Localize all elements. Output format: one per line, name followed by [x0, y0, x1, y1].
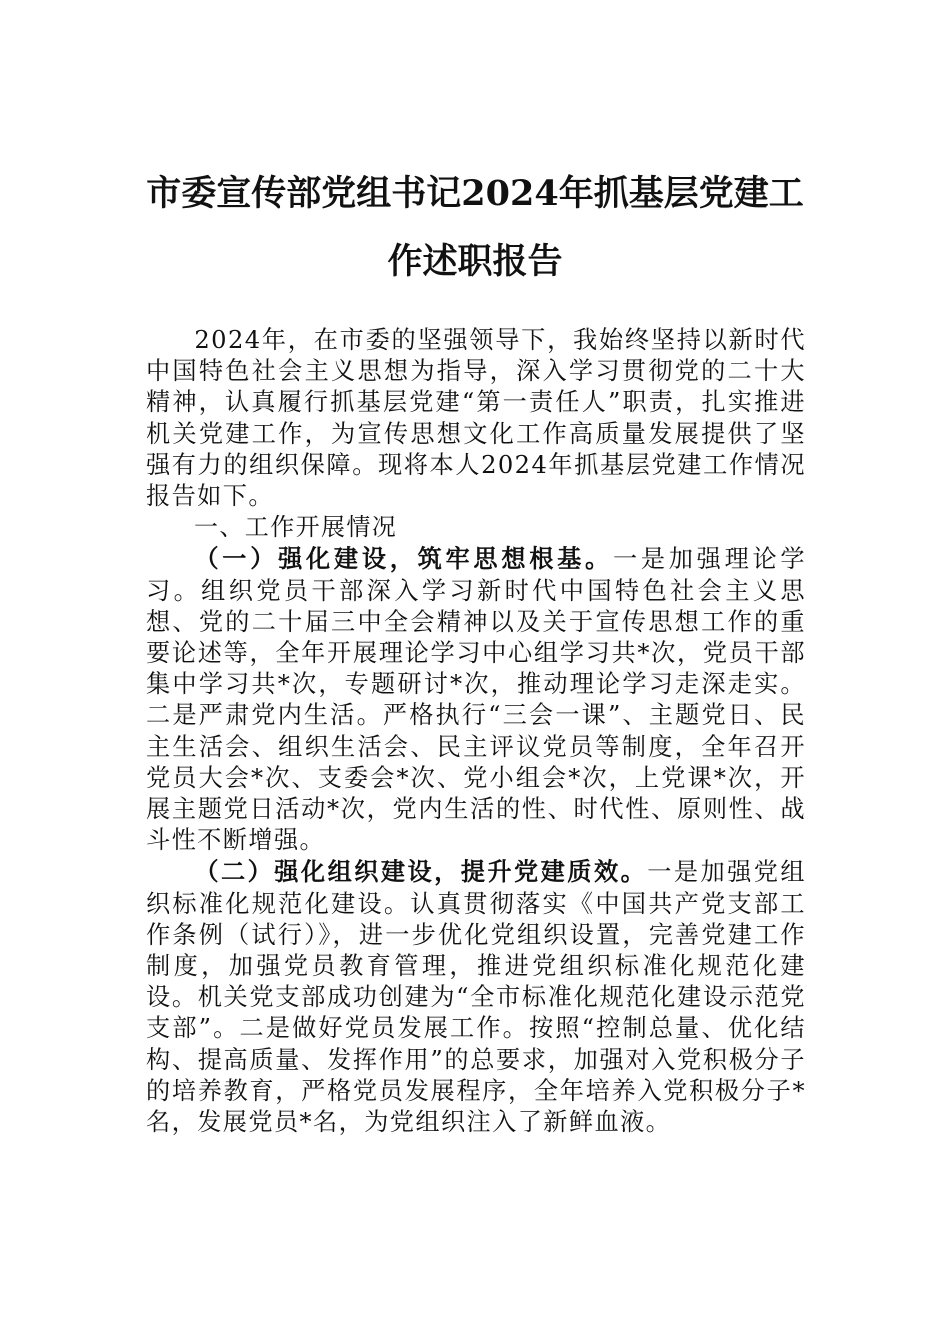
subsection-1-title: （一）强化建设，筑牢思想根基。 [194, 544, 613, 574]
subsection-2-paragraph [146, 856, 806, 1138]
subsection-1-paragraph [146, 543, 806, 856]
title-line-2: 作述职报告 [387, 241, 563, 282]
document-body [146, 325, 806, 1138]
subsection-1-body: 一是加强理论学习。组织党员干部深入学习新时代中国特色社会主义思想、党的二十届三中全会精神以及关于宣传思想工作的重要论述等，全年开展理论学习中心组学习共*次，党员干部集中学习共*次，专题研讨*次，推动理论学习走深走实。二是严肃党内生活。严格执行“三会一课”、主题党日、民主生活会、组织生活会、民主评议党员等制度，全年召开党员大会*次、支委会*次、党小组会*次，上党课*次，开展主题党日活动*次，党内生活的性、时代性、原则性、战斗性不断增强。 [146, 545, 806, 855]
section-heading: 一、工作开展情况 [194, 513, 398, 542]
document-title [130, 160, 820, 296]
subsection-2-title: （二）强化组织建设，提升党建质效。 [194, 857, 648, 887]
subsection-2-body: 一是加强党组织标准化规范化建设。认真贯彻落实《中国共产党支部工作条例（试行）》，进一步优化党组织设置，完善党建工作制度，加强党员教育管理，推进党组织标准化规范化建设。机关党支部成功创建为“全市标准化规范化建设示范党支部”。二是做好党员发展工作。按照“控制总量、优化结构、提高质量、发挥作用”的总要求，加强对入党积极分子的培养教育，严格党员发展程序，全年培养入党积极分子*名，发展党员*名，为党组织注入了新鲜血液。 [146, 858, 806, 1137]
title-line-1: 市委宣传部党组书记2024年抓基层党建工 [146, 173, 804, 214]
intro-paragraph: 2024年，在市委的坚强领导下，我始终坚持以新时代中国特色社会主义思想为指导，深入学习贯彻党的二十大精神，认真履行抓基层党建“第一责任人”职责，扎实推进机关党建工作，为宣传思想文化工作高质量发展提供了坚强有力的组织保障。现将本人2024年抓基层党建工作情况报告如下。 [146, 326, 806, 511]
